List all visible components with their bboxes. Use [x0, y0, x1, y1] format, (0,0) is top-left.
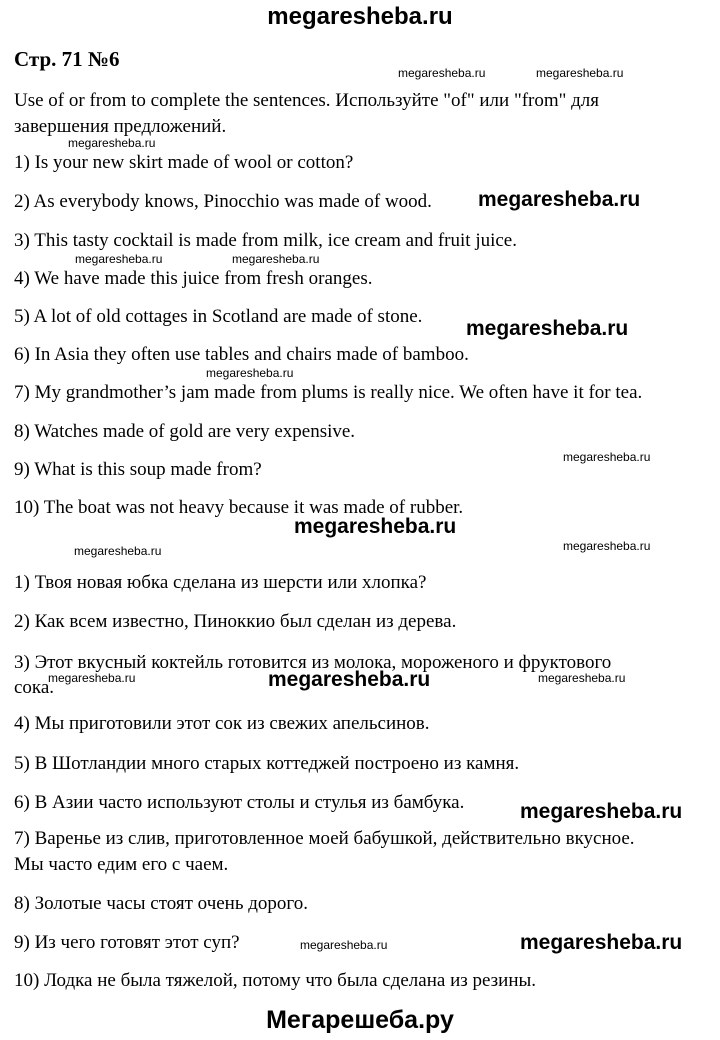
page-title: Стр. 71 №6 [14, 47, 120, 71]
russian-sentence-7: 7) Варенье из слив, приготовленное моей бабушкой, действительно вкусное. [14, 828, 635, 849]
watermark: megaresheba.ru [563, 539, 651, 553]
russian-sentence-10: 10) Лодка не была тяжелой, потому что была сделана из резины. [14, 970, 537, 991]
instruction-line: Use of or from to complete the sentences. Используйте "of" или "from" для [14, 90, 600, 111]
watermark: megaresheba.ru [68, 136, 156, 150]
english-sentence-10: 10) The boat was not heavy because it was made of rubber. [14, 497, 464, 518]
watermark: megaresheba.ru [232, 252, 320, 266]
english-sentence-3: 3) This tasty cocktail is made from milk, ice cream and fruit juice. [14, 230, 517, 251]
watermark: megaresheba.ru [48, 671, 136, 685]
russian-sentence-2: 2) Как всем известно, Пиноккио был сделан из дерева. [14, 611, 457, 632]
site-footer: Мегарешеба.ру [266, 1006, 454, 1034]
english-sentence-2: 2) As everybody knows, Pinocchio was made of wood. [14, 191, 432, 212]
watermark: megaresheba.ru [520, 800, 683, 823]
english-sentence-7: 7) My grandmother’s jam made from plums is really nice. We often have it for tea. [14, 382, 643, 403]
english-sentence-9: 9) What is this soup made from? [14, 459, 262, 480]
russian-sentence-1: 1) Твоя новая юбка сделана из шерсти или хлопка? [14, 572, 427, 593]
russian-sentence-7-continued: Мы часто едим его с чаем. [14, 854, 229, 875]
english-sentence-6: 6) In Asia they often use tables and chairs made of bamboo. [14, 344, 469, 365]
english-sentence-5: 5) A lot of old cottages in Scotland are made of stone. [14, 306, 423, 327]
site-header: megaresheba.ru [267, 3, 453, 30]
russian-sentence-9: 9) Из чего готовят этот суп? [14, 932, 240, 953]
russian-sentence-3-continued: сока. [14, 677, 55, 698]
watermark: megaresheba.ru [466, 317, 629, 340]
english-sentence-8: 8) Watches made of gold are very expensive. [14, 421, 356, 442]
english-sentence-1: 1) Is your new skirt made of wool or cotton? [14, 152, 354, 173]
russian-sentence-6: 6) В Азии часто используют столы и стулья из бамбука. [14, 792, 465, 813]
russian-sentence-8: 8) Золотые часы стоят очень дорого. [14, 893, 308, 914]
russian-sentence-4: 4) Мы приготовили этот сок из свежих апельсинов. [14, 713, 430, 734]
watermark: megaresheba.ru [294, 515, 457, 538]
watermark: megaresheba.ru [563, 450, 651, 464]
watermark: megaresheba.ru [478, 188, 641, 211]
watermark: megaresheba.ru [75, 252, 163, 266]
watermark: megaresheba.ru [268, 668, 431, 691]
watermark: megaresheba.ru [300, 938, 388, 952]
english-sentence-4: 4) We have made this juice from fresh oranges. [14, 268, 373, 289]
russian-sentence-3: 3) Этот вкусный коктейль готовится из молока, мороженого и фруктового [14, 652, 612, 673]
watermark: megaresheba.ru [398, 66, 486, 80]
watermark: megaresheba.ru [538, 671, 626, 685]
watermark: megaresheba.ru [206, 366, 294, 380]
instruction-line: завершения предложений. [14, 116, 227, 137]
watermark: megaresheba.ru [536, 66, 624, 80]
russian-sentence-5: 5) В Шотландии много старых коттеджей построено из камня. [14, 753, 520, 774]
watermark: megaresheba.ru [74, 544, 162, 558]
watermark: megaresheba.ru [520, 931, 683, 954]
